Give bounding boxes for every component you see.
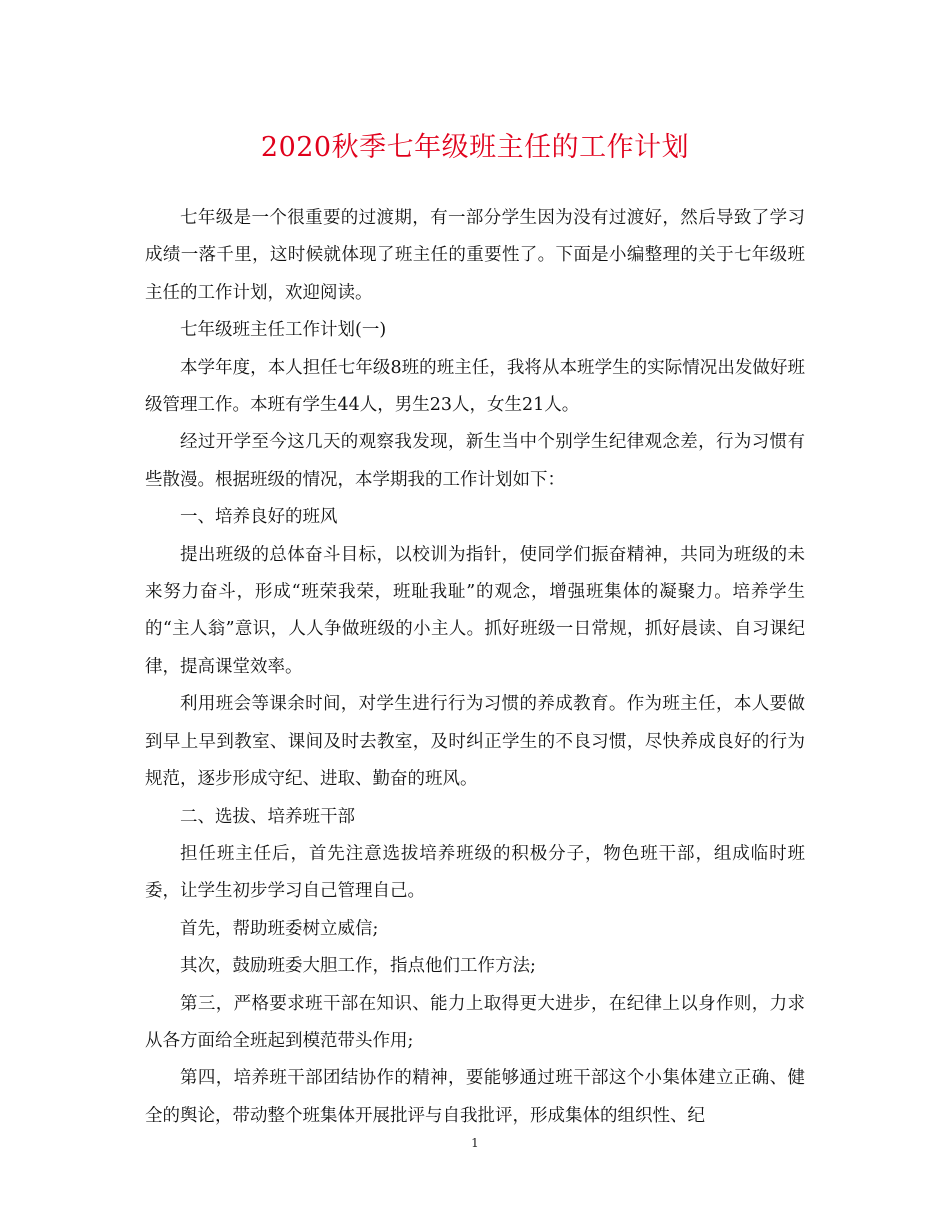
paragraph-step-fourth: 第四，培养班干部团结协作的精神，要能够通过班干部这个小集体建立正确、健全的舆论，带动整个班集体开展批评与自我批评，形成集体的组织性、纪 bbox=[145, 1068, 805, 1126]
paragraph-class-goals: 提出班级的总体奋斗目标，以校训为指针，使同学们振奋精神，共同为班级的未来努力奋斗，形成“班荣我荣，班耻我耻”的观念，增强班集体的凝聚力。培养学生的“主人翁”意识，人人争做班级的小主人。抓好班级一日常规，抓好晨读、自习课纪律，提高课堂效率。 bbox=[145, 544, 805, 677]
paragraph-select-leaders: 担任班主任后，首先注意选拔培养班级的积极分子，物色班干部，组成临时班委，让学生初步学习自己管理自己。 bbox=[145, 843, 805, 902]
document-title: 2020秋季七年级班主任的工作计划 bbox=[260, 132, 690, 163]
paragraph-class-info: 本学年度，本人担任七年级8班的班主任，我将从本班学生的实际情况出发做好班级管理工作。本班有学生44人，男生23人，女生21人。 bbox=[145, 357, 805, 416]
section-heading-class-leaders: 二、选拔、培养班干部 bbox=[180, 806, 355, 827]
section-heading-class-spirit: 一、培养良好的班风 bbox=[180, 507, 338, 528]
paragraph-step-third: 第三，严格要求班干部在知识、能力上取得更大进步，在纪律上以身作则，力求从各方面给全班起到模范带头作用; bbox=[145, 993, 805, 1051]
paragraph-habits-education: 利用班会等课余时间，对学生进行行为习惯的养成教育。作为班主任，本人要做到早上早到教室、课间及时去教室，及时纠正学生的不良习惯，尽快养成良好的行为规范，逐步形成守纪、进取、勤奋的班风。 bbox=[145, 694, 805, 790]
paragraph-step-second: 其次，鼓励班委大胆工作，指点他们工作方法; bbox=[180, 956, 536, 977]
paragraph-observation: 经过开学至今这几天的观察我发现，新生当中个别学生纪律观念差，行为习惯有些散漫。根据班级的情况，本学期我的工作计划如下： bbox=[145, 432, 805, 490]
document-body bbox=[145, 200, 805, 1135]
page-number: 1 bbox=[471, 1136, 479, 1150]
paragraph-step-first: 首先，帮助班委树立威信; bbox=[180, 918, 379, 939]
section-heading-plan-one: 七年级班主任工作计划(一) bbox=[180, 320, 387, 341]
paragraph-intro: 七年级是一个很重要的过渡期，有一部分学生因为没有过渡好，然后导致了学习成绩一落千里，这时候就体现了班主任的重要性了。下面是小编整理的关于七年级班主任的工作计划，欢迎阅读。 bbox=[145, 208, 805, 303]
